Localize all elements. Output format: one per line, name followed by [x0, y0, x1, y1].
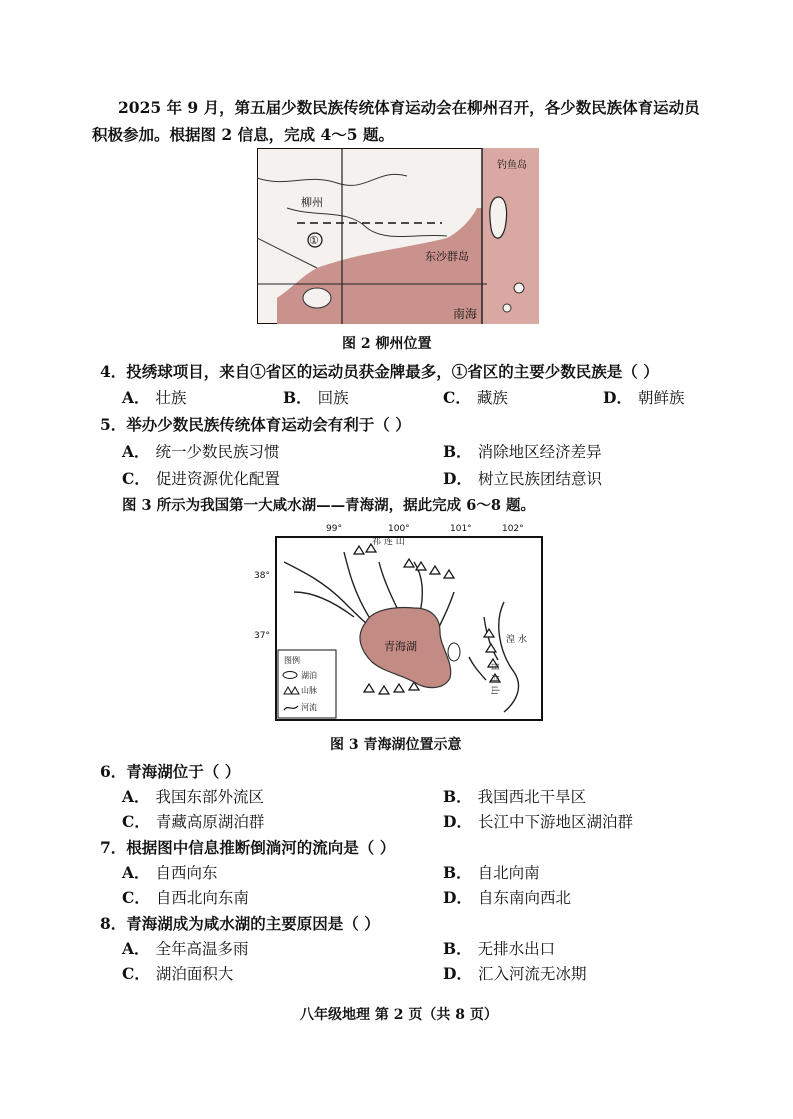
figure3-map	[254, 522, 546, 722]
option-text: 我国东部外流区	[155, 788, 265, 806]
q5-stem	[100, 415, 411, 435]
q5-option-c[interactable]	[122, 469, 280, 489]
option-text: 回族	[317, 389, 349, 407]
option-letter: C．	[122, 469, 150, 488]
option-text: 全年高温多雨	[155, 940, 249, 958]
option-letter: A．	[122, 787, 150, 806]
q8-number: 8．	[100, 914, 127, 933]
lon-label-102: 102°	[502, 524, 524, 534]
q7-option-d[interactable]	[443, 888, 571, 908]
option-text: 自北向南	[477, 864, 540, 882]
option-text: 消除地区经济差异	[477, 443, 602, 461]
q8-option-c[interactable]	[122, 964, 233, 984]
option-letter: A．	[122, 939, 150, 958]
option-letter: B．	[443, 939, 472, 958]
q4-number: 4．	[100, 362, 127, 381]
q6-number: 6．	[100, 762, 127, 781]
q6-option-b[interactable]	[443, 787, 586, 807]
q7-option-a[interactable]	[122, 863, 218, 883]
option-text: 自西北向东南	[155, 889, 249, 907]
option-text: 长江中下游地区湖泊群	[477, 813, 633, 831]
option-text: 藏族	[476, 389, 508, 407]
q4-text: 投绣球项目，来自①省区的运动员获金牌最多，①省区的主要少数民族是（ ）	[126, 362, 659, 381]
option-letter: A．	[122, 388, 150, 407]
q6-option-a[interactable]	[122, 787, 264, 807]
option-text: 统一少数民族习惯	[155, 443, 280, 461]
intro-2: 图 3 所示为我国第一大咸水湖——青海湖，据此完成 6～8 题。	[122, 497, 535, 514]
figure2-label-right: 钓鱼岛	[497, 160, 527, 171]
option-letter: B．	[443, 787, 472, 806]
option-text: 树立民族团结意识	[477, 470, 602, 488]
option-text: 湖泊面积大	[155, 965, 234, 983]
q6-option-d[interactable]	[443, 812, 633, 832]
intro-line-2: 积极参加。根据图 2 信息，完成 4～5 题。	[92, 125, 394, 144]
figure3-river-label: 湟 水	[506, 635, 527, 645]
q8-option-b[interactable]	[443, 939, 555, 959]
lon-label-100: 100°	[388, 524, 410, 534]
q5-option-b[interactable]	[443, 442, 602, 462]
legend-item-mountain: 山脉	[301, 686, 317, 695]
figure2-label-dongsha: 东沙群岛	[425, 250, 469, 263]
figure2-label-liuzhou: 柳州	[301, 196, 323, 209]
intro-line-1: 2025 年 9 月，第五届少数民族传统体育运动会在柳州召开，各少数民族体育运动员	[118, 98, 700, 117]
legend-item-lake: 湖泊	[301, 671, 317, 680]
figure2-label-nanhai: 南海	[453, 307, 478, 321]
q5-number: 5．	[100, 415, 127, 434]
option-letter: B．	[283, 388, 312, 407]
option-letter: D．	[443, 964, 472, 983]
option-letter: B．	[443, 863, 472, 882]
q7-number: 7．	[100, 838, 127, 857]
figure2-map	[257, 148, 539, 324]
option-letter: B．	[443, 442, 472, 461]
q7-option-c[interactable]	[122, 888, 249, 908]
q8-text: 青海湖成为咸水湖的主要原因是（ ）	[126, 914, 380, 933]
q8-option-d[interactable]	[443, 964, 586, 984]
lake-legend-icon	[283, 672, 297, 679]
option-letter: C．	[122, 812, 150, 831]
q4-option-c[interactable]	[443, 388, 508, 408]
option-letter: A．	[122, 863, 150, 882]
q8-option-a[interactable]	[122, 939, 249, 959]
q5-option-d[interactable]	[443, 469, 602, 489]
legend-item-river: 河流	[301, 703, 317, 712]
figure3-legend	[278, 650, 336, 718]
figure3-mountain2-label: 日 月 山	[489, 662, 499, 695]
q5-text: 举办少数民族传统体育运动会有利于（ ）	[126, 415, 411, 434]
option-letter: D．	[443, 469, 472, 488]
option-letter: D．	[443, 888, 472, 907]
figure2-caption: 图 2 柳州位置	[342, 336, 432, 352]
option-letter: C．	[122, 964, 150, 983]
lat-label-37: 37°	[254, 631, 270, 641]
option-letter: A．	[122, 442, 150, 461]
q7-option-b[interactable]	[443, 863, 540, 883]
option-text: 自东南向西北	[477, 889, 571, 907]
lat-label-38: 38°	[254, 571, 270, 581]
page-footer: 八年级地理 第 2 页（共 8 页）	[300, 1007, 498, 1023]
option-text: 壮族	[155, 389, 187, 407]
option-letter: D．	[603, 388, 632, 407]
option-text: 朝鲜族	[637, 389, 685, 407]
option-letter: C．	[443, 388, 471, 407]
q4-option-d[interactable]	[603, 388, 684, 408]
lon-label-101: 101°	[450, 524, 472, 534]
q6-text: 青海湖位于（ ）	[126, 762, 241, 781]
q5-option-a[interactable]	[122, 442, 280, 462]
q8-stem	[100, 914, 380, 934]
legend-title: 图例	[284, 656, 300, 665]
option-letter: D．	[443, 812, 472, 831]
q6-option-c[interactable]	[122, 812, 264, 832]
figure3-caption: 图 3 青海湖位置示意	[330, 737, 462, 753]
q4-option-a[interactable]	[122, 388, 187, 408]
q7-stem	[100, 838, 395, 858]
figure3-lake-label: 青海湖	[384, 640, 417, 653]
figure2-label-circle1: ①	[309, 234, 319, 247]
figure3-mountain1-label: 祁 连 山	[372, 537, 405, 547]
option-text: 促进资源优化配置	[155, 470, 280, 488]
q4-stem	[100, 362, 659, 382]
option-text: 青藏高原湖泊群	[155, 813, 265, 831]
option-text: 无排水出口	[477, 940, 556, 958]
option-text: 汇入河流无冰期	[477, 965, 587, 983]
option-text: 我国西北干旱区	[477, 788, 587, 806]
lon-label-99: 99°	[326, 524, 342, 534]
option-text: 自西向东	[155, 864, 218, 882]
q4-option-b[interactable]	[283, 388, 349, 408]
q6-stem	[100, 762, 240, 782]
q7-text: 根据图中信息推断倒淌河的流向是（ ）	[126, 838, 396, 857]
option-letter: C．	[122, 888, 150, 907]
